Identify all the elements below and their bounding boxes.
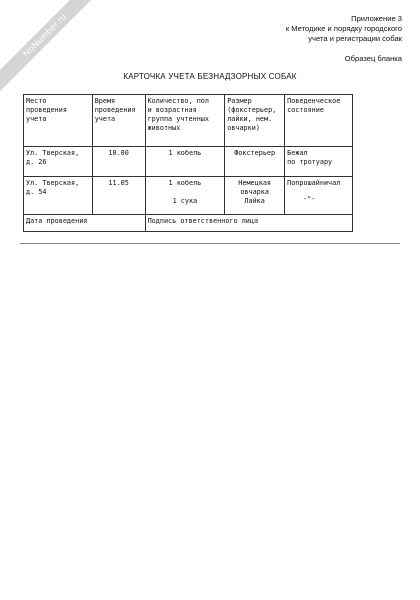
cell-size	[225, 177, 285, 215]
cell-size	[225, 147, 285, 177]
cell-signature-label	[145, 215, 352, 232]
header-text: животных	[147, 124, 181, 132]
header-text: учета	[94, 115, 116, 123]
cell-text: Фокстерьер	[234, 149, 276, 157]
cell-text: Попрошайничал	[287, 179, 341, 187]
appendix-line: к Методике и порядку городского	[285, 24, 402, 34]
cell-text: д. 54	[26, 188, 47, 196]
header-text: состояние	[287, 106, 324, 114]
cell-text: 1 кобель	[168, 149, 202, 157]
cell-text: 1 кобель	[168, 179, 202, 187]
header-cell-place	[24, 95, 93, 147]
header-text: лайки, нем.	[227, 115, 273, 123]
cell-text: -"-	[303, 195, 316, 203]
cell-time	[92, 177, 145, 215]
cell-text: по тротуару	[287, 158, 333, 166]
cell-quantity	[145, 147, 225, 177]
page-divider	[20, 243, 400, 244]
appendix-line: учета и регистрации собак	[308, 34, 402, 44]
cell-date-label	[24, 215, 146, 232]
header-text: (фокстерьер,	[227, 106, 277, 114]
cell-text: Немецкая	[238, 179, 272, 187]
cell-text: Лайка	[244, 197, 265, 205]
header-text: группа учтенных	[147, 115, 209, 123]
header-text: овчарки)	[227, 124, 260, 132]
header-text: Время	[94, 97, 116, 105]
appendix-line: Приложение 3	[351, 14, 402, 23]
cell-text: Бежал	[287, 149, 308, 157]
cell-text: 11.05	[108, 179, 129, 187]
header-text: Место	[26, 97, 47, 105]
footer-text: Дата проведения	[26, 217, 88, 225]
cell-place	[24, 177, 93, 215]
header-text: Размер	[227, 97, 252, 105]
cell-text: 1 сука	[172, 197, 198, 205]
header-text: проведения	[26, 106, 67, 114]
header-text: Количество, пол	[147, 97, 209, 105]
cell-text: д. 26	[26, 158, 47, 166]
header-cell-size	[225, 95, 285, 147]
appendix-note	[286, 14, 402, 45]
header-cell-time	[92, 95, 145, 147]
cell-behavior	[285, 177, 353, 215]
cell-behavior	[285, 147, 353, 177]
sample-form-label: Образец бланка	[344, 54, 402, 63]
cell-quantity	[145, 177, 225, 215]
header-cell-behavior	[285, 95, 353, 147]
table-row	[24, 147, 353, 177]
header-text: и возрастная	[147, 106, 197, 114]
table-header-row	[24, 95, 353, 147]
watermark-ribbon: NoNumber.ru	[0, 0, 103, 94]
header-text: учета	[26, 115, 47, 123]
cell-text: 10.00	[108, 149, 129, 157]
cell-text: овчарка	[240, 188, 269, 196]
cell-place	[24, 147, 93, 177]
document-title: КАРТОЧКА УЧЕТА БЕЗНАДЗОРНЫХ СОБАК	[123, 72, 297, 81]
header-cell-quantity	[145, 95, 225, 147]
table-footer-row	[24, 215, 353, 232]
header-text: Поведенческое	[287, 97, 341, 105]
footer-text: Подпись ответственного лица	[147, 217, 259, 225]
table-row	[24, 177, 353, 215]
cell-text: Ул. Тверская,	[26, 149, 80, 157]
cell-time	[92, 147, 145, 177]
header-text: проведения	[94, 106, 136, 114]
cell-text: Ул. Тверская,	[26, 179, 80, 187]
record-card-table	[23, 94, 353, 232]
